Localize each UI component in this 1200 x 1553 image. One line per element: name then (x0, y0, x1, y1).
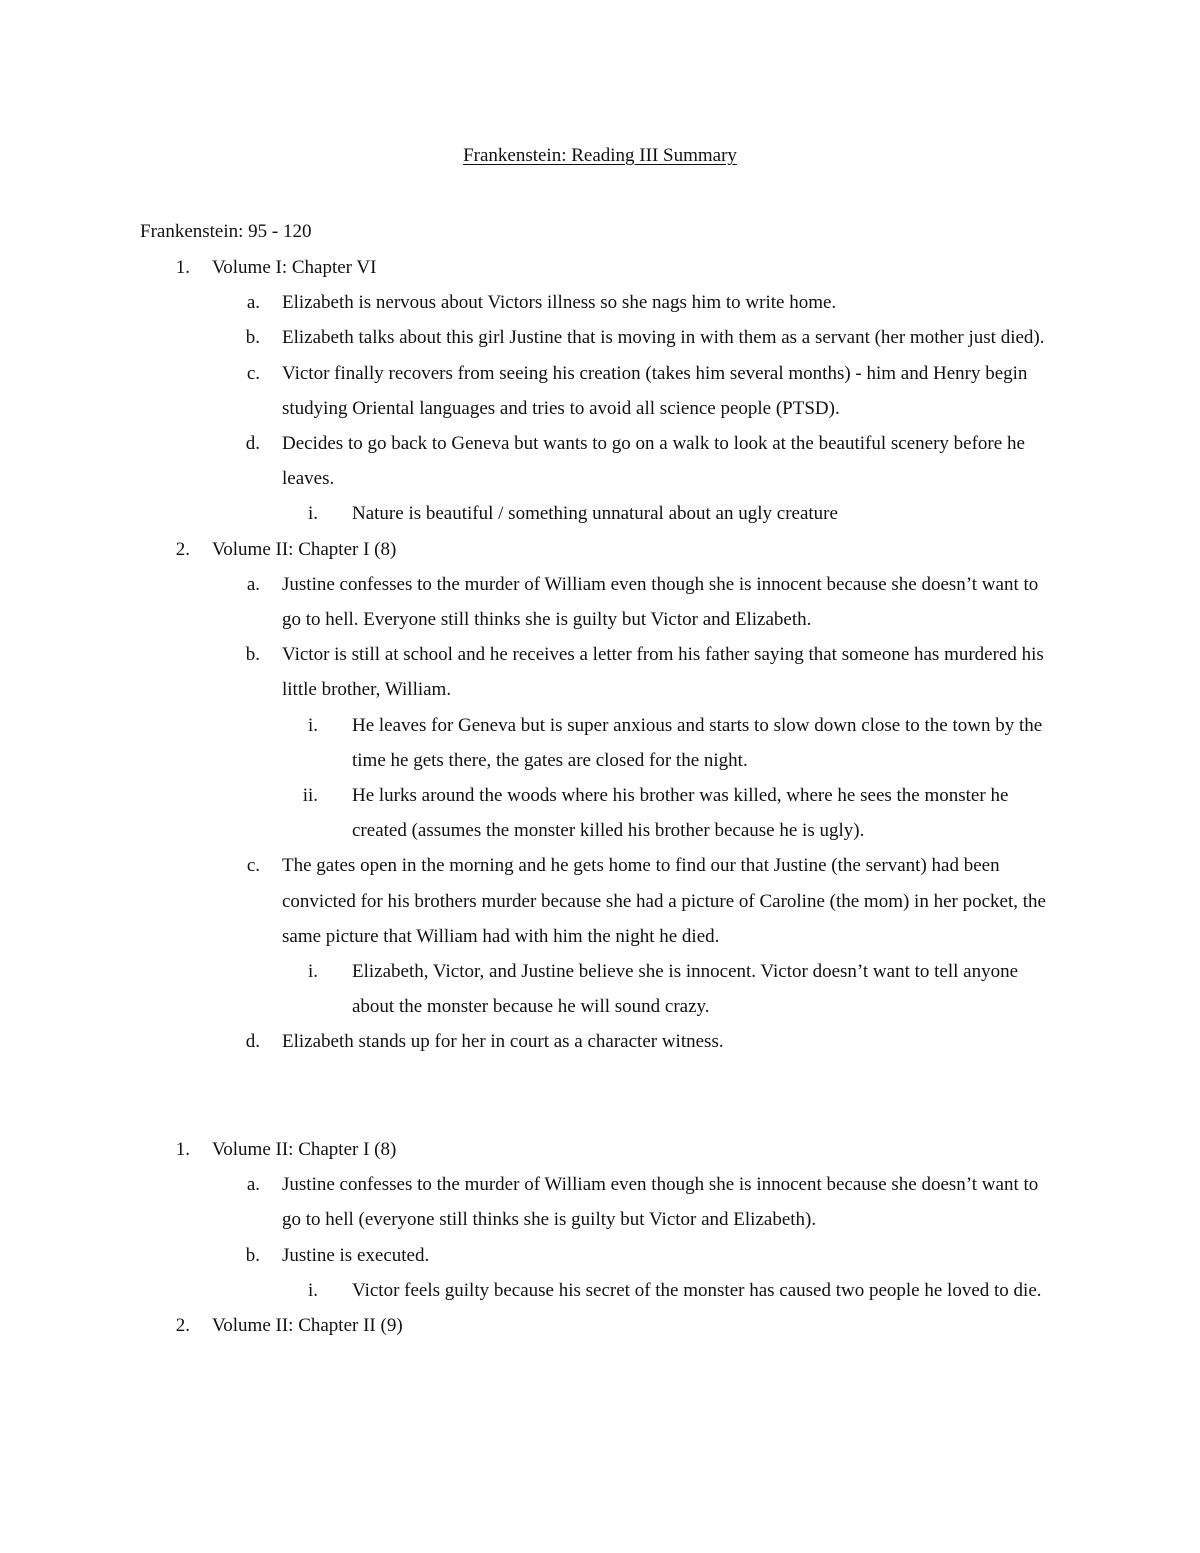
outline-subsubitem (0, 708, 1200, 778)
list-marker: b. (245, 644, 260, 666)
outline-subitem (0, 567, 1200, 637)
list-marker: d. (245, 433, 260, 455)
outline-subitem (0, 285, 1200, 320)
outline-item-text: Elizabeth, Victor, and Justine believe she is innocent. Victor doesn’t want to tell anyone about the monster because he will sound crazy. (352, 961, 1019, 1018)
list-marker: a. (246, 292, 260, 314)
outline-subitem (0, 637, 1200, 707)
outline-item-text: Volume II: Chapter II (9) (212, 1315, 403, 1337)
list-marker: b. (245, 1244, 260, 1266)
list-marker: 1. (175, 257, 190, 278)
page-range-heading: Frankenstein: 95 - 120 (140, 221, 312, 242)
list-marker: i. (307, 961, 318, 983)
list-marker: 2. (175, 1315, 190, 1337)
outline-item-text: He leaves for Geneva but is super anxious and starts to slow down close to the town by the time he gets there, the gates are closed for the night. (352, 714, 1043, 771)
list-marker: d. (245, 1031, 260, 1053)
outline-subitem (0, 1238, 1200, 1273)
outline-item-text: Nature is beautiful / something unnatural about an ugly creature (352, 503, 838, 525)
outline-item-text: Justine is executed. (282, 1244, 430, 1266)
outline-item-text: He lurks around the woods where his brother was killed, where he sees the monster he created (assumes the monster killed his brother because he is ugly). (352, 785, 1009, 842)
outline-item-text: The gates open in the morning and he gets home to find our that Justine (the servant) had been convicted for his brothers murder because she had a picture of Caroline (the mom) in her pocket, the same picture that William had with him the night he died. (282, 855, 1046, 947)
outline-subitem (0, 848, 1200, 954)
outline-subitem (0, 1167, 1200, 1237)
outline-item-text: Elizabeth stands up for her in court as a character witness. (282, 1031, 724, 1053)
outline-subsubitem (0, 778, 1200, 848)
outline-item-text: Volume I: Chapter VI (212, 257, 377, 278)
outline-item-volume-ii-chapter-i (0, 1132, 1200, 1167)
list-marker: c. (246, 362, 260, 384)
list-marker: i. (307, 503, 318, 525)
outline-item-volume-i-chapter-vi (0, 250, 1200, 285)
outline-subsubitem (0, 496, 1200, 531)
outline-item-text: Decides to go back to Geneva but wants to go on a walk to look at the beautiful scenery before he leaves. (282, 433, 1025, 490)
list-marker: a. (246, 1174, 260, 1196)
outline-section-one (0, 250, 1200, 1060)
outline-item-text: Victor is still at school and he receives a letter from his father saying that someone has murdered his little brother, William. (282, 644, 1044, 701)
outline-item-volume-ii-chapter-ii (0, 1308, 1200, 1343)
outline-subitem (0, 356, 1200, 426)
list-marker: a. (246, 573, 260, 595)
outline-subitem (0, 1024, 1200, 1059)
outline-subitem (0, 426, 1200, 496)
outline-section-two (0, 1132, 1200, 1343)
list-marker: i. (307, 1279, 318, 1301)
outline-item-text: Volume II: Chapter I (8) (212, 538, 397, 560)
outline-subitem (0, 320, 1200, 355)
outline-item-text: Justine confesses to the murder of William even though she is innocent because she doesn’t want to go to hell. Everyone still thinks she is guilty but Victor and Elizabeth. (282, 573, 1039, 631)
list-marker: 2. (175, 538, 190, 560)
outline-subsubitem (0, 1273, 1200, 1308)
outline-item-text: Elizabeth talks about this girl Justine that is moving in with them as a servant (her mother just died). (282, 327, 1045, 349)
list-marker: c. (246, 855, 260, 877)
outline-subsubitem (0, 954, 1200, 1024)
outline-item-text: Victor finally recovers from seeing his creation (takes him several months) - him and Henry begin studying Oriental languages and tries to avoid all science people (PTSD). (282, 362, 1028, 419)
list-marker: i. (307, 714, 318, 736)
document-title-text: Frankenstein: Reading III Summary (463, 145, 737, 166)
outline-item-text: Victor feels guilty because his secret of the monster has caused two people he loved to die. (352, 1279, 1042, 1301)
outline-item-text: Volume II: Chapter I (8) (212, 1139, 397, 1160)
outline-item-volume-ii-chapter-i (0, 532, 1200, 567)
outline-item-text: Justine confesses to the murder of William even though she is innocent because she doesn’t want to go to hell (everyone still thinks she is guilty but Victor and Elizabeth). (282, 1174, 1039, 1231)
list-marker: b. (245, 327, 260, 349)
outline-item-text: Elizabeth is nervous about Victors illness so she nags him to write home. (282, 292, 837, 314)
list-marker: ii. (302, 785, 318, 807)
list-marker: 1. (175, 1139, 190, 1160)
document-title (0, 142, 1200, 170)
